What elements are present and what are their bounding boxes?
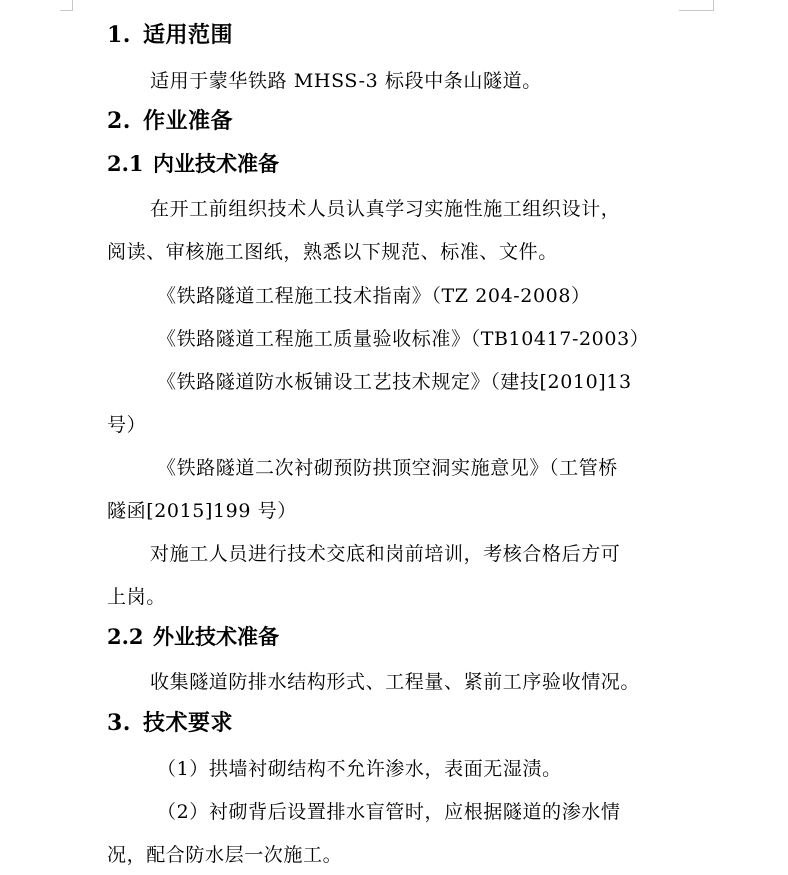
reference-line: 隧函[2015]199 号） (107, 500, 297, 522)
subsection-2-1-heading (107, 148, 279, 178)
crop-mark-top-right (713, 0, 714, 10)
reference-line: 《铁路隧道防水板铺设工艺技术规定》（建技[2010]13 (157, 371, 632, 393)
section-number: 1. (107, 22, 131, 48)
section-number: 3. (107, 710, 131, 736)
section-2-heading (107, 104, 233, 135)
subsection-number: 2.1 (107, 151, 144, 176)
crop-mark-top-left (60, 10, 73, 11)
reference-line: 《铁路隧道工程施工技术指南》（TZ 204-2008） (157, 285, 591, 307)
section-title: 作业准备 (143, 108, 234, 134)
requirement-line: （2）衬砌背后设置排水盲管时，应根据隧道的渗水情 (157, 801, 621, 823)
subsection-title: 内业技术准备 (153, 151, 279, 176)
section-title: 适用范围 (143, 22, 234, 48)
section-1-heading (107, 18, 233, 49)
section-title: 技术要求 (143, 710, 234, 736)
paragraph-line: 对施工人员进行技术交底和岗前培训，考核合格后方可 (150, 543, 621, 565)
paragraph-line: 收集隧道防排水结构形式、工程量、紧前工序验收情况。 (150, 671, 641, 693)
paragraph-line: 上岗。 (107, 586, 166, 608)
section-3-heading (107, 706, 233, 737)
requirement-line: 况，配合防水层一次施工。 (107, 844, 343, 866)
paragraph-line: 阅读、审核施工图纸，熟悉以下规范、标准、文件。 (107, 241, 558, 263)
paragraph-line: 在开工前组织技术人员认真学习实施性施工组织设计， (150, 198, 621, 220)
reference-line: 《铁路隧道工程施工质量验收标准》（TB10417-2003） (157, 328, 650, 350)
subsection-title: 外业技术准备 (153, 624, 279, 649)
section-number: 2. (107, 108, 131, 134)
crop-mark-top-left (72, 0, 73, 10)
subsection-2-2-heading (107, 621, 279, 651)
subsection-number: 2.2 (107, 624, 144, 649)
paragraph: 适用于蒙华铁路 MHSS-3 标段中条山隧道。 (150, 70, 542, 92)
requirement-line: （1）拱墙衬砌结构不允许渗水，表面无湿渍。 (157, 758, 562, 780)
reference-line: 《铁路隧道二次衬砌预防拱顶空洞实施意见》（工管桥 (157, 457, 618, 479)
reference-line: 号） (107, 414, 147, 436)
crop-mark-top-right (679, 10, 714, 11)
